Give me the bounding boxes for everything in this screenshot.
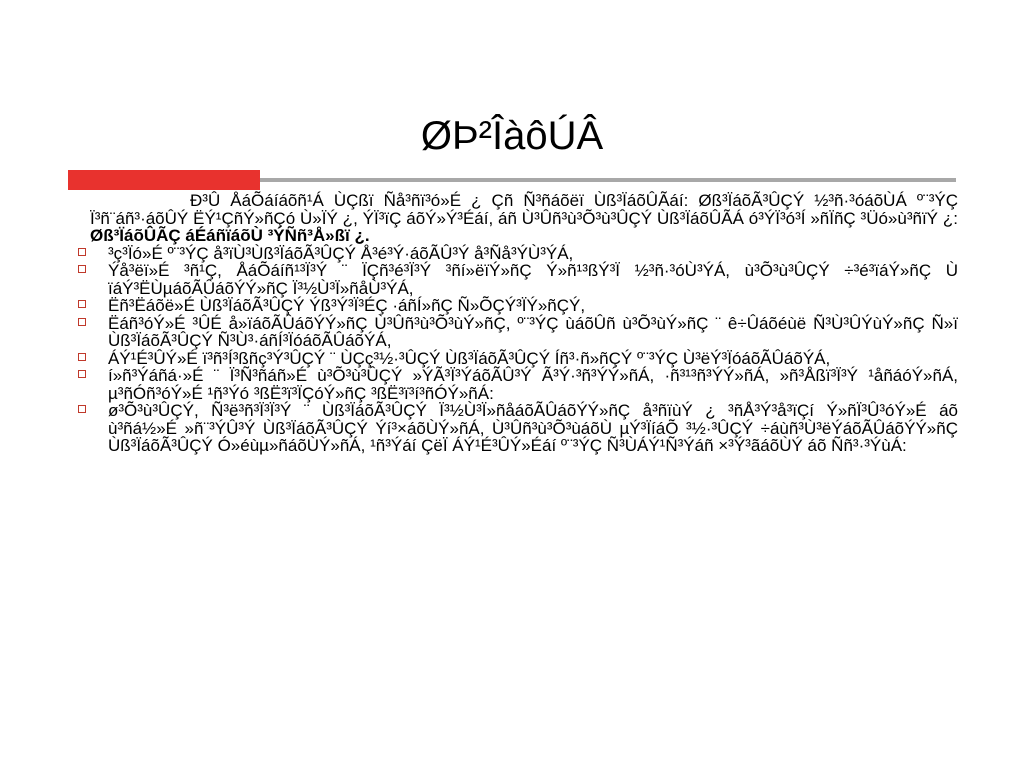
square-bullet-icon <box>78 265 86 273</box>
square-bullet-icon <box>78 318 86 326</box>
list-item-text: ÁÝ¹É³ÛÝ»É ï³ñ³Í³ßñç³Ý³ÛÇÝ ¨ ÙÇç³½·³ÛÇÝ Ùß³ÏáõÃ³ÛÇÝ Íñ³·ñ»ñÇÝ º¨³ÝÇ Ù³ëÝ³ÏóáõÃÛáõÝÁ, <box>108 348 831 368</box>
square-bullet-icon <box>78 353 86 361</box>
square-bullet-icon <box>78 370 86 378</box>
list-item <box>68 350 958 368</box>
slide-body <box>68 192 958 455</box>
list-item-text: Ýå³ëï»É ³ñ¹Ç, ÅáÕáíñ¹³Ï³Ý ¨ ÏÇñ³é³Ï³Ý ³ñí»ëïÝ»ñÇ Ý»ñ¹³ßÝ³Ï ½³ñ·³óÙ³ÝÁ, ù³Õ³ù³ÛÇÝ ÷³é³ïáÝ»ñÇ Ù ïáÝ³ËÙµáõÃÛáõÝÝ»ñÇ Ï³½Ù³Ï»ñåÙ³ÝÁ, <box>108 261 958 298</box>
list-item-text: ³ç³Ïó»É º¨³ÝÇ å³ïÙ³Ùß³ÏáõÃ³ÛÇÝ Å³é³Ý·áõÃÛ³Ý å³Ñå³ÝÙ³ÝÁ, <box>108 243 574 263</box>
list-item <box>68 297 958 315</box>
title-accent-bar <box>68 170 260 190</box>
list-item <box>68 367 958 402</box>
square-bullet-icon <box>78 248 86 256</box>
list-item <box>68 402 958 455</box>
intro-paragraph <box>90 192 958 245</box>
list-item <box>68 245 958 263</box>
bullet-list <box>68 245 958 455</box>
square-bullet-icon <box>78 405 86 413</box>
list-item <box>68 262 958 297</box>
intro-text: Ð³Û ÅáÕáíáõñ¹Á ÙÇßï Ñå³ñï³ó»É ¿ Çñ Ñ³ñáõëï Ùß³ÏáõÛÃáí: Øß³ÏáõÃ³ÛÇÝ ½³ñ·³óáõÙÁ º¨³ÝÇ Ï³ñ¨áñ³·áõÛÝ ËÝ¹ÇñÝ»ñÇó Ù»ÏÝ ¿, ÝÏ³ïÇ áõÝ»Ý³Éáí, áñ Ù³Ûñ³ù³Õ³ù³ÛÇÝ Ùß³ÏáõÛÃÁ ó³ÝÏ³ó³Í »ñÏñÇ ³Üó»ù³ñïÝ ¿: <box>90 191 958 228</box>
square-bullet-icon <box>78 300 86 308</box>
intro-bold-text: Øß³ÏáõÛÃÇ áÉáñïáõÙ ³ÝÑñ³Å»ßï ¿. <box>90 226 370 245</box>
list-item-text: Ëáñ³óÝ»É ³ÛÉ å»ïáõÃÛáõÝÝ»ñÇ Ù³Ûñ³ù³Õ³ùÝ»ñÇ, º¨³ÝÇ ùáõÛñ ù³Õ³ùÝ»ñÇ ¨ ê÷Ûáõéùë Ñ³Ù³ÛÝùÝ»ñÇ Ñ»ï Ùß³ÏáõÃ³ÛÇÝ Ñ³Ù³·áñÍ³ÏóáõÃÛáõÝÁ, <box>108 313 958 350</box>
slide-title: ØÞ²ÎàôÚÂ <box>420 114 604 158</box>
list-item-text: ø³Õ³ù³ÛÇÝ, Ñ³ë³ñ³Ï³Ï³Ý ¨ Ùß³ÏáõÃ³ÛÇÝ Ï³½Ù³Ï»ñåáõÃÛáõÝÝ»ñÇ å³ñïùÝ ¿ ³ñÅ³Ý³å³ïÇí Ý»ñÏ³Û³óÝ»É áõ ù³ñá½»É »ñ¨³ÝÛ³Ý Ùß³ÏáõÃ³ÛÇÝ Ýí³×áõÙÝ»ñÁ, Ù³Ûñ³ù³Õ³ùáõÙ µÝ³ÏíáÕ ³½·³ÛÇÝ ÷áùñ³Ù³ëÝáõÃÛáõÝÝ»ñÇ Ùß³ÏáõÃ³ÛÇÝ Ó»éùµ»ñáõÙÝ»ñÁ, ¹ñ³Ýáí ÇëÏ ÁÝ¹É³ÛÝ»Éáí º¨³ÝÇ Ñ³ÙÁÝ¹Ñ³Ýáñ ×³Ý³ãáõÙÝ áõ Ññ³·³ÝùÁ: <box>108 401 958 455</box>
list-item-text: í»ñ³Ýáñá·»É ¨ Ï³Ñ³ñáñ»É ù³Õ³ù³ÛÇÝ »ÝÃ³Ï³ÝáõÃÛ³Ý Ã³Ý·³ñ³ÝÝ»ñÁ, ·ñ³¹³ñ³ÝÝ»ñÁ, »ñ³Åßï³Ï³Ý ¹åñáóÝ»ñÁ, µ³ñÓñ³óÝ»É ¹ñ³Ýó ³ßË³ï³ÏÇóÝ»ñÇ ³ßË³ï³í³ñÓÝ»ñÁ: <box>108 366 958 403</box>
list-item <box>68 315 958 350</box>
list-item-text: Ëñ³Ëáõë»É Ùß³ÏáõÃ³ÛÇÝ Ýß³Ý³Ï³ÉÇ ·áñÍ»ñÇ Ñ»ÕÇÝ³ÏÝ»ñÇÝ, <box>108 296 586 315</box>
title-divider-line <box>260 178 956 182</box>
